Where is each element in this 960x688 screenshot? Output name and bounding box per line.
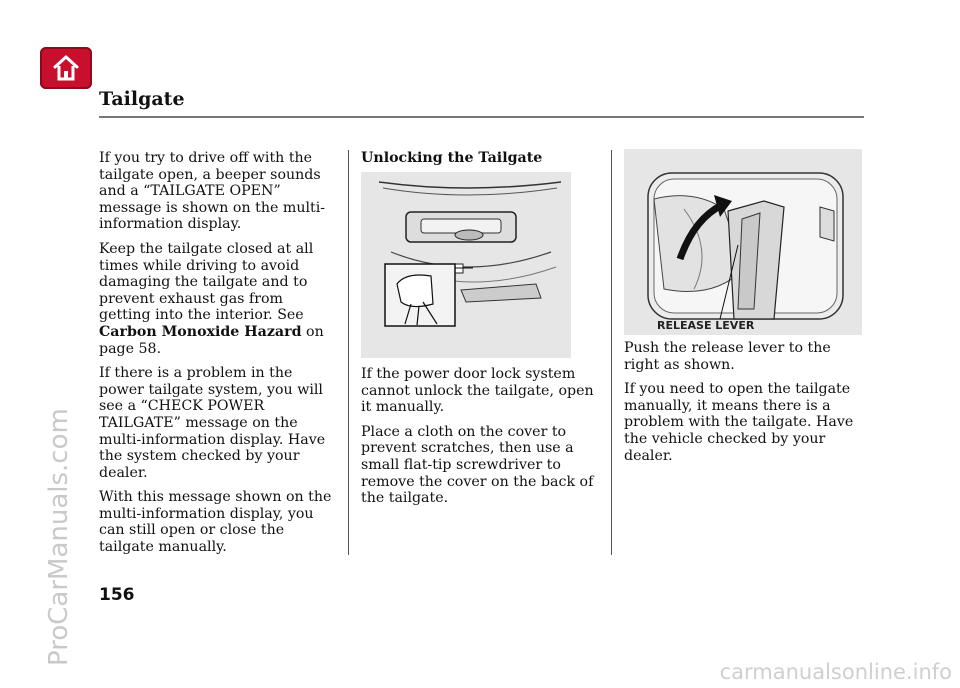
column-divider-2 (611, 150, 612, 555)
carbon-monoxide-link[interactable]: Carbon Monoxide Hazard (99, 323, 302, 340)
release-lever-illustration (624, 149, 862, 335)
release-lever-label: RELEASE LEVER (657, 319, 755, 332)
page-title: Tailgate (99, 88, 185, 110)
column-divider-1 (348, 150, 349, 555)
home-icon (52, 53, 80, 83)
page-number: 156 (99, 585, 135, 605)
section-heading: Unlocking the Tailgate (361, 150, 543, 166)
paragraph-6: Place a cloth on the cover to prevent scratches, then use a small flat-tip screwdriver to remove the cover on the back of the tailgate. (361, 423, 594, 507)
paragraph-3: If there is a problem in the power tailgate system, you will see a “CHECK POWER TAILGATE” message on the multi-information display. Have the system checked by your dealer. (99, 365, 326, 481)
paragraph-2-before: Keep the tailgate closed at all times while driving to avoid damaging the tailgate and to prevent exhaust gas from getting into the interior. See (99, 240, 314, 324)
paragraph-5: If the power door lock system cannot unlock the tailgate, open it manually. (361, 366, 594, 416)
tailgate-cover-illustration (361, 172, 571, 358)
column-2-body (361, 366, 606, 515)
paragraph-4: With this message shown on the multi-information display, you can still open or close the tailgate manually. (99, 489, 332, 556)
paragraph-7: Push the release lever to the right as shown. (624, 340, 831, 373)
paragraph-2 (99, 241, 339, 357)
watermark-left: ProCarManuals.com (44, 408, 74, 666)
paragraph-8: If you need to open the tailgate manually, it means there is a problem with the tailgate. Have the vehicle checked by your dealer. (624, 381, 854, 464)
paragraph-1: If you try to drive off with the tailgate open, a beeper sounds and a “TAILGATE OPEN” message is shown on the multi-information display. (99, 150, 326, 233)
column-3 (624, 340, 864, 472)
paragraph-2-after: on page 58. (99, 323, 324, 357)
home-button[interactable] (40, 47, 92, 89)
watermark-bottom: carmanualsonline.info (719, 660, 952, 684)
title-rule (99, 116, 864, 118)
column-1 (99, 150, 339, 564)
column-2 (361, 150, 606, 171)
